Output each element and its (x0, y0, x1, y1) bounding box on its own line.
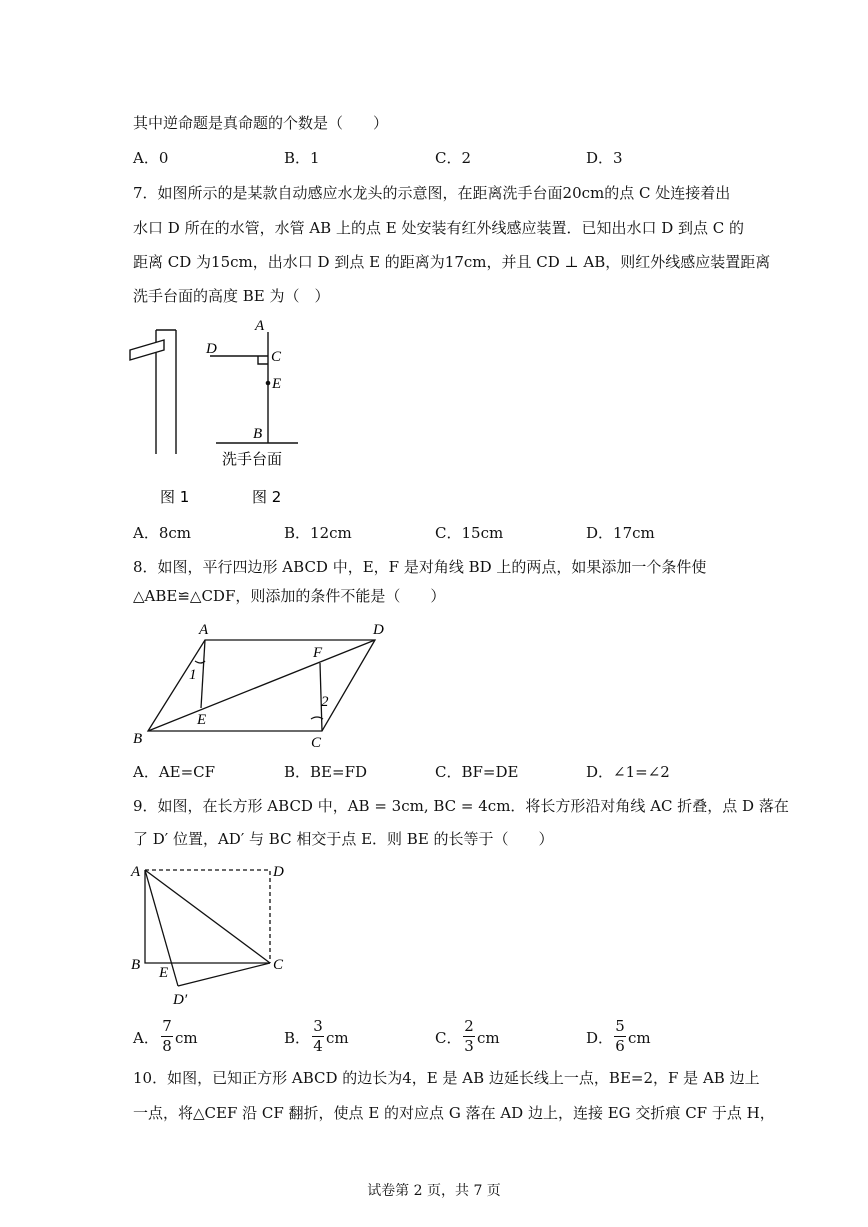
q7-option-a: A．8cm (133, 524, 192, 542)
q8-label-1: 1 (189, 667, 197, 683)
q9-label-a: A (131, 864, 141, 880)
label-c: C (271, 349, 282, 365)
q6-option-b: B．1 (284, 149, 320, 167)
q9-option-a-numerator: 7 (162, 1017, 172, 1035)
q9-option-c-fraction (463, 1018, 475, 1055)
q9-option-b-unit: cm (326, 1029, 349, 1047)
q7-line-4: 洗手台面的高度 BE 为（ ） (133, 287, 330, 305)
q6-option-a: A．0 (133, 149, 169, 167)
diagonal-bd (148, 640, 375, 731)
label-a: A (255, 318, 265, 334)
q7-line-2: 水口 D 所在的水管，水管 AB 上的点 E 处安装有红外线感应装置．已知出水口 D 到点 C 的 (133, 219, 745, 237)
q9-line-2: 了 D′ 位置，AD′ 与 BC 相交于点 E．则 BE 的长等于（ ） (133, 830, 554, 848)
q8-label-e: E (197, 712, 207, 728)
q8-option-a: A．AE=CF (133, 763, 216, 781)
label-b: B (253, 426, 263, 442)
faucet-drawing (130, 330, 176, 454)
q9-label-d-prime: D′ (173, 992, 188, 1008)
q9-option-c-denominator: 3 (464, 1037, 474, 1055)
q9-option-d-unit: cm (628, 1029, 651, 1047)
right-angle-mark (258, 356, 268, 364)
q9-option-b-denominator: 4 (313, 1037, 323, 1055)
q9-option-d-letter: D． (586, 1029, 614, 1047)
label-d: D (206, 341, 217, 357)
point-e (266, 381, 271, 386)
q9-option-d-denominator: 6 (615, 1037, 625, 1055)
q7-line-3: 距离 CD 为15cm，出水口 D 到点 E 的距离为17cm，并且 CD ⊥ AB，则红外线感应装置距离 (133, 253, 771, 271)
q9-line-1: 9．如图，在长方形 ABCD 中，AB = 3cm, BC = 4cm．将长方形沿对角线 AC 折叠，点 D 落在 (133, 797, 789, 815)
q8-line-2: △ABE≌△CDF，则添加的条件不能是（ ） (133, 587, 446, 605)
q9-label-c: C (273, 957, 284, 973)
label-e: E (272, 376, 282, 392)
q6-tail: 其中逆命题是真命题的个数是（ ） (133, 114, 389, 132)
q9-figure (125, 856, 305, 1016)
q9-label-e: E (159, 965, 169, 981)
angle-2-arc (311, 717, 323, 719)
q7-figure (120, 310, 320, 510)
q9-option-c-unit: cm (477, 1029, 500, 1047)
q9-option-a-unit: cm (175, 1029, 198, 1047)
q8-label-d: D (373, 622, 384, 638)
q9-option-b-fraction (312, 1018, 324, 1055)
q9-option-a-denominator: 8 (162, 1037, 172, 1055)
q8-figure (125, 615, 400, 755)
segment-ae (201, 640, 205, 708)
q8-label-a: A (199, 622, 209, 638)
caption-figure-2: 图 2 (252, 488, 282, 506)
q9-option-d-fraction (614, 1018, 626, 1055)
q10-line-1: 10．如图，已知正方形 ABCD 的边长为4，E 是 AB 边延长线上一点，BE=2，F 是 AB 边上 (133, 1069, 760, 1087)
q9-label-d: D (273, 864, 284, 880)
segment-d-prime-c (178, 963, 270, 986)
caption-figure-1: 图 1 (160, 488, 190, 506)
q6-option-d: D．3 (586, 149, 623, 167)
q9-option-b-letter: B． (284, 1029, 311, 1047)
surface-label: 洗手台面 (222, 450, 283, 468)
q7-line-1: 7．如图所示的是某款自动感应水龙头的示意图，在距离洗手台面20cm的点 C 处连接着出 (133, 184, 731, 202)
q7-option-d: D．17cm (586, 524, 655, 542)
diagonal-ac (145, 870, 270, 963)
q8-line-1: 8．如图，平行四边形 ABCD 中，E，F 是对角线 BD 上的两点，如果添加一个条件使 (133, 558, 707, 576)
q8-label-2: 2 (321, 694, 329, 710)
q8-option-b: B．BE=FD (284, 763, 367, 781)
q7-option-c: C．15cm (435, 524, 504, 542)
q9-option-c-numerator: 2 (464, 1017, 474, 1035)
q9-option-a-fraction (161, 1018, 173, 1055)
q9-label-b: B (131, 957, 141, 973)
q8-option-d: D．∠1=∠2 (586, 763, 670, 781)
q9-option-a-letter: A． (133, 1029, 159, 1047)
q9-option-c-letter: C． (435, 1029, 462, 1047)
q8-label-f: F (313, 645, 323, 661)
q9-option-d-numerator: 5 (615, 1017, 625, 1035)
page-footer: 试卷第 2 页，共 7 页 (367, 1183, 501, 1199)
q10-line-2: 一点，将△CEF 沿 CF 翻折，使点 E 的对应点 G 落在 AD 边上，连接 EG 交折痕 CF 于点 H， (133, 1104, 775, 1122)
q6-option-c: C．2 (435, 149, 472, 167)
q8-option-c: C．BF=DE (435, 763, 519, 781)
q8-label-b: B (133, 731, 143, 747)
q9-option-b-numerator: 3 (313, 1017, 323, 1035)
q7-option-b: B．12cm (284, 524, 352, 542)
q8-label-c: C (311, 735, 322, 751)
